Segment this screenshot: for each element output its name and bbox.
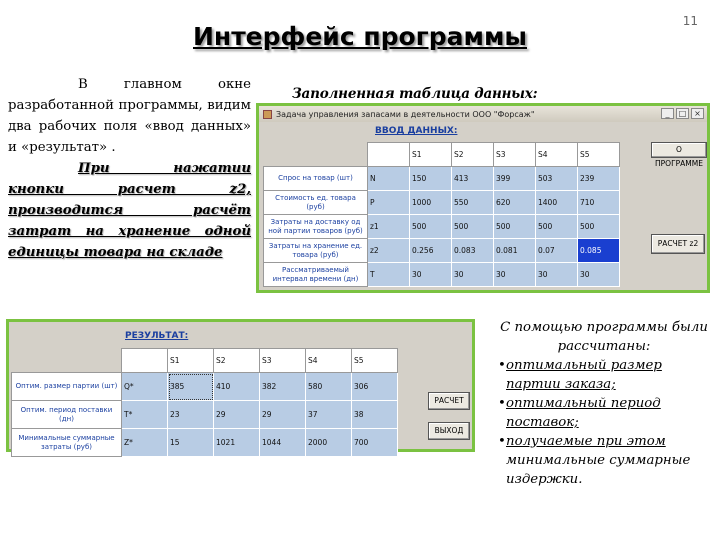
list-item-text: получаемые при этом: [506, 434, 666, 449]
col-header: S4: [306, 349, 352, 373]
grid-cell[interactable]: 0.256: [410, 239, 452, 263]
exit-button[interactable]: ВЫХОД: [428, 422, 470, 440]
grid-cell[interactable]: 620: [494, 191, 536, 215]
grid-cell-selected[interactable]: 0.085: [578, 239, 620, 263]
col-header: S2: [452, 143, 494, 167]
table-row: [264, 191, 620, 215]
table-row: [12, 401, 398, 429]
grid-cell[interactable]: 700: [352, 429, 398, 457]
window-titlebar: [259, 106, 707, 122]
row-header: Оптим. размер партии (шт): [12, 373, 122, 401]
col-header: [122, 349, 168, 373]
grid-cell[interactable]: 30: [452, 263, 494, 287]
window-title: Задача управления запасами в деятельности ООО "Форсаж": [276, 109, 535, 119]
grid-cell[interactable]: 500: [410, 215, 452, 239]
result-window: [6, 319, 475, 452]
row-header: Минимальные суммарные затраты (руб): [12, 429, 122, 457]
grid-cell[interactable]: 306: [352, 373, 398, 401]
calc-button[interactable]: РАСЧЕТ: [428, 392, 470, 410]
close-button[interactable]: ×: [691, 108, 704, 119]
page-number: 11: [682, 14, 698, 28]
table-row: [12, 373, 398, 401]
grid-cell[interactable]: 150: [410, 167, 452, 191]
input-table-caption: Заполненная таблица данных:: [292, 86, 538, 102]
row-header: Затраты на хранение ед. товара (руб): [264, 239, 368, 263]
result-grid-title: РЕЗУЛЬТАТ:: [125, 331, 189, 341]
result-grid-header: [12, 349, 398, 373]
col-header: S5: [578, 143, 620, 167]
input-window: [256, 103, 710, 293]
grid-cell[interactable]: 23: [168, 401, 214, 429]
results-intro: С помощью программы были рассчитаны:: [500, 320, 708, 354]
grid-cell[interactable]: 1044: [260, 429, 306, 457]
grid-cell[interactable]: 1400: [536, 191, 578, 215]
row-header: Оптим. период поставки (дн): [12, 401, 122, 429]
col-header: S5: [352, 349, 398, 373]
grid-cell[interactable]: Q*: [122, 373, 168, 401]
grid-cell[interactable]: 710: [578, 191, 620, 215]
grid-cell[interactable]: 0.07: [536, 239, 578, 263]
grid-cell[interactable]: 30: [410, 263, 452, 287]
col-header: S2: [214, 349, 260, 373]
intro-paragraph-2: При нажатии кнопки расчет z2, производится расчёт затрат на хранение одной единицы товара на складе: [8, 161, 251, 260]
grid-cell[interactable]: 382: [260, 373, 306, 401]
grid-cell[interactable]: 29: [214, 401, 260, 429]
table-row: [264, 215, 620, 239]
table-row: [264, 167, 620, 191]
grid-cell[interactable]: T: [368, 263, 410, 287]
grid-cell[interactable]: 1021: [214, 429, 260, 457]
table-row: [264, 263, 620, 287]
grid-cell[interactable]: 1000: [410, 191, 452, 215]
grid-cell[interactable]: 29: [260, 401, 306, 429]
grid-cell[interactable]: 500: [494, 215, 536, 239]
grid-cell[interactable]: T*: [122, 401, 168, 429]
grid-cell[interactable]: N: [368, 167, 410, 191]
list-item: • оптимальный период поставок;: [498, 394, 710, 432]
col-header: S3: [494, 143, 536, 167]
maximize-button[interactable]: □: [676, 108, 689, 119]
grid-cell[interactable]: z2: [368, 239, 410, 263]
grid-cell[interactable]: 30: [578, 263, 620, 287]
grid-cell[interactable]: z1: [368, 215, 410, 239]
grid-cell[interactable]: 2000: [306, 429, 352, 457]
results-summary: [498, 318, 710, 489]
row-header: Рассматриваемый интервал времени (дн): [264, 263, 368, 287]
input-grid-header: [264, 143, 620, 167]
grid-cell[interactable]: 15: [168, 429, 214, 457]
grid-cell[interactable]: 413: [452, 167, 494, 191]
results-list: [498, 356, 710, 489]
list-item-text: минимальные суммарные издержки.: [506, 453, 691, 487]
about-program-button[interactable]: О ПРОГРАММЕ: [651, 142, 707, 158]
grid-cell[interactable]: 399: [494, 167, 536, 191]
list-item: [498, 432, 710, 489]
minimize-button[interactable]: _: [661, 108, 674, 119]
row-header: Спрос на товар (шт): [264, 167, 368, 191]
row-header: Стоимость ед. товара (руб): [264, 191, 368, 215]
grid-cell[interactable]: 500: [578, 215, 620, 239]
col-header: S3: [260, 349, 306, 373]
grid-cell[interactable]: Z*: [122, 429, 168, 457]
calc-z2-button[interactable]: РАСЧЕТ z2: [651, 234, 705, 254]
grid-cell[interactable]: 580: [306, 373, 352, 401]
grid-cell-focused[interactable]: 385: [168, 373, 214, 401]
slide-title: Интерфейс программы: [193, 22, 527, 51]
grid-cell[interactable]: 500: [536, 215, 578, 239]
intro-paragraph-1: В главном окне разработанной программы, видим два рабочих поля «ввод данных» и «результат» .: [8, 77, 251, 155]
input-grid: [263, 142, 620, 287]
grid-cell[interactable]: 0.083: [452, 239, 494, 263]
grid-cell[interactable]: P: [368, 191, 410, 215]
table-row: [12, 429, 398, 457]
list-item: • оптимальный размер партии заказа;: [498, 356, 710, 394]
grid-cell[interactable]: 38: [352, 401, 398, 429]
grid-cell[interactable]: 503: [536, 167, 578, 191]
grid-cell[interactable]: 550: [452, 191, 494, 215]
grid-cell[interactable]: 37: [306, 401, 352, 429]
grid-cell[interactable]: 500: [452, 215, 494, 239]
row-header: Затраты на доставку од ной партии товаров (руб): [264, 215, 368, 239]
input-grid-title: ВВОД ДАННЫХ:: [375, 126, 458, 136]
intro-text: [8, 74, 251, 263]
grid-cell[interactable]: 239: [578, 167, 620, 191]
col-header: S4: [536, 143, 578, 167]
col-header: S1: [168, 349, 214, 373]
col-header: S1: [410, 143, 452, 167]
col-header: [368, 143, 410, 167]
app-icon: [263, 110, 272, 119]
grid-cell[interactable]: 410: [214, 373, 260, 401]
table-row: [264, 239, 620, 263]
grid-cell[interactable]: 30: [494, 263, 536, 287]
result-grid: [11, 348, 398, 457]
grid-cell[interactable]: 30: [536, 263, 578, 287]
grid-cell[interactable]: 0.081: [494, 239, 536, 263]
